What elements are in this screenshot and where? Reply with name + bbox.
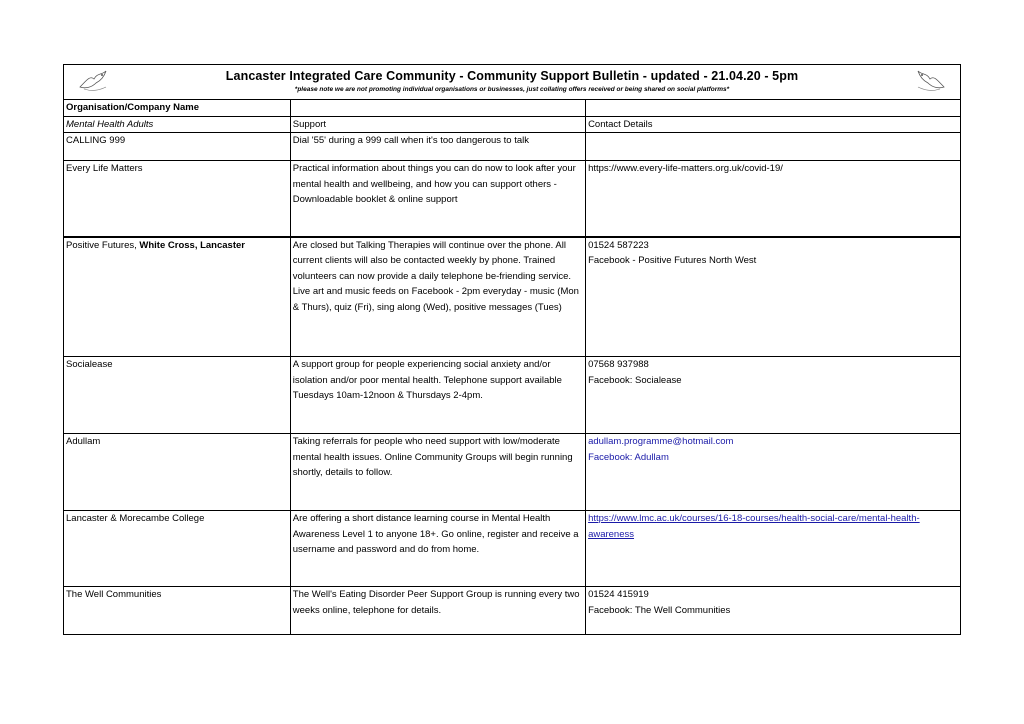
- org-name: Every Life Matters: [64, 161, 291, 237]
- table-row: [64, 587, 961, 635]
- bulletin-title: Lancaster Integrated Care Community - Community Support Bulletin - updated - 21.04.20 - 5pm: [225, 69, 799, 83]
- support-text: Dial '55' during a 999 call when it's too dangerous to talk: [290, 133, 585, 161]
- org-name: Lancaster & Morecambe College: [64, 511, 291, 587]
- support-text: A support group for people experiencing social anxiety and/or isolation and/or poor mental health. Telephone support available Tuesdays 10am-12noon & Thursdays 2-4pm.: [290, 357, 585, 434]
- contact-website-link[interactable]: https://www.lmc.ac.uk/courses/16-18-courses/health-social-care/mental-health-awareness: [588, 513, 920, 540]
- support-table: [63, 99, 961, 635]
- support-text: The Well's Eating Disorder Peer Support Group is running every two weeks online, telephone for details.: [290, 587, 585, 635]
- contact-email-link[interactable]: adullam.programme@hotmail.com: [588, 436, 734, 447]
- contact-details: [586, 587, 961, 635]
- table-row: [64, 133, 961, 161]
- table-row: [64, 511, 961, 587]
- contact-facebook: Facebook: The Well Communities: [588, 604, 731, 616]
- contact-details: [586, 133, 961, 161]
- table-row: [64, 161, 961, 237]
- org-heading: Organisation/Company Name: [64, 100, 291, 117]
- table-row: [64, 357, 961, 434]
- table-column-headers: [64, 116, 961, 133]
- contact-phone: 01524 587223: [588, 239, 649, 251]
- contact-details: [586, 434, 961, 511]
- contact-details: [586, 511, 961, 587]
- contact-phone: 01524 415919: [588, 589, 649, 600]
- bird-logo-icon: [912, 67, 948, 95]
- org-name: The Well Communities: [64, 587, 291, 635]
- support-text: Are closed but Talking Therapies will continue over the phone. All current clients will also be contacted weekly by phone. Trained volunteers can now provide a daily telephone be-friending service. Live art and music feeds on Facebook - 2pm everyday - music (Mon & Thurs), quiz (Fri), sing along (Wed), positive messages (Tues): [290, 237, 585, 357]
- contact-facebook-link[interactable]: Facebook: Adullam: [588, 451, 669, 463]
- contact-facebook: Facebook - Positive Futures North West: [588, 255, 757, 266]
- contact-facebook: Facebook: Socialease: [588, 374, 682, 386]
- support-text: Are offering a short distance learning course in Mental Health Awareness Level 1 to anyone 18+. Go online, register and receive a username and password and do from home.: [290, 511, 585, 587]
- column-header-contact: Contact Details: [586, 116, 961, 133]
- org-name: Socialease: [64, 357, 291, 434]
- contact-details: [586, 237, 961, 357]
- column-header-support: Support: [290, 116, 585, 133]
- org-name: Positive Futures, White Cross, Lancaster: [64, 237, 291, 357]
- bulletin-header: [63, 64, 961, 99]
- section-label: Mental Health Adults: [64, 116, 291, 133]
- table-heading-row: [64, 100, 961, 117]
- support-text: Taking referrals for people who need support with low/moderate mental health issues. Online Community Groups will begin running shortly, details to follow.: [290, 434, 585, 511]
- org-name: CALLING 999: [64, 133, 291, 161]
- table-row: [64, 237, 961, 357]
- contact-phone: 07568 937988: [588, 359, 649, 370]
- org-name: Adullam: [64, 434, 291, 511]
- bulletin-note: *please note we are not promoting individual organisations or businesses, just collating offers received or being shared on social platforms*: [294, 86, 730, 93]
- bulletin-sheet: [63, 64, 961, 635]
- table-row: [64, 434, 961, 511]
- contact-details: [586, 357, 961, 434]
- contact-details: [586, 161, 961, 237]
- support-text: Practical information about things you can do now to look after your mental health and wellbeing, and how you can support others - Downloadable booklet & online support: [290, 161, 585, 237]
- contact-website[interactable]: https://www.every-life-matters.org.uk/covid-19/: [588, 163, 783, 174]
